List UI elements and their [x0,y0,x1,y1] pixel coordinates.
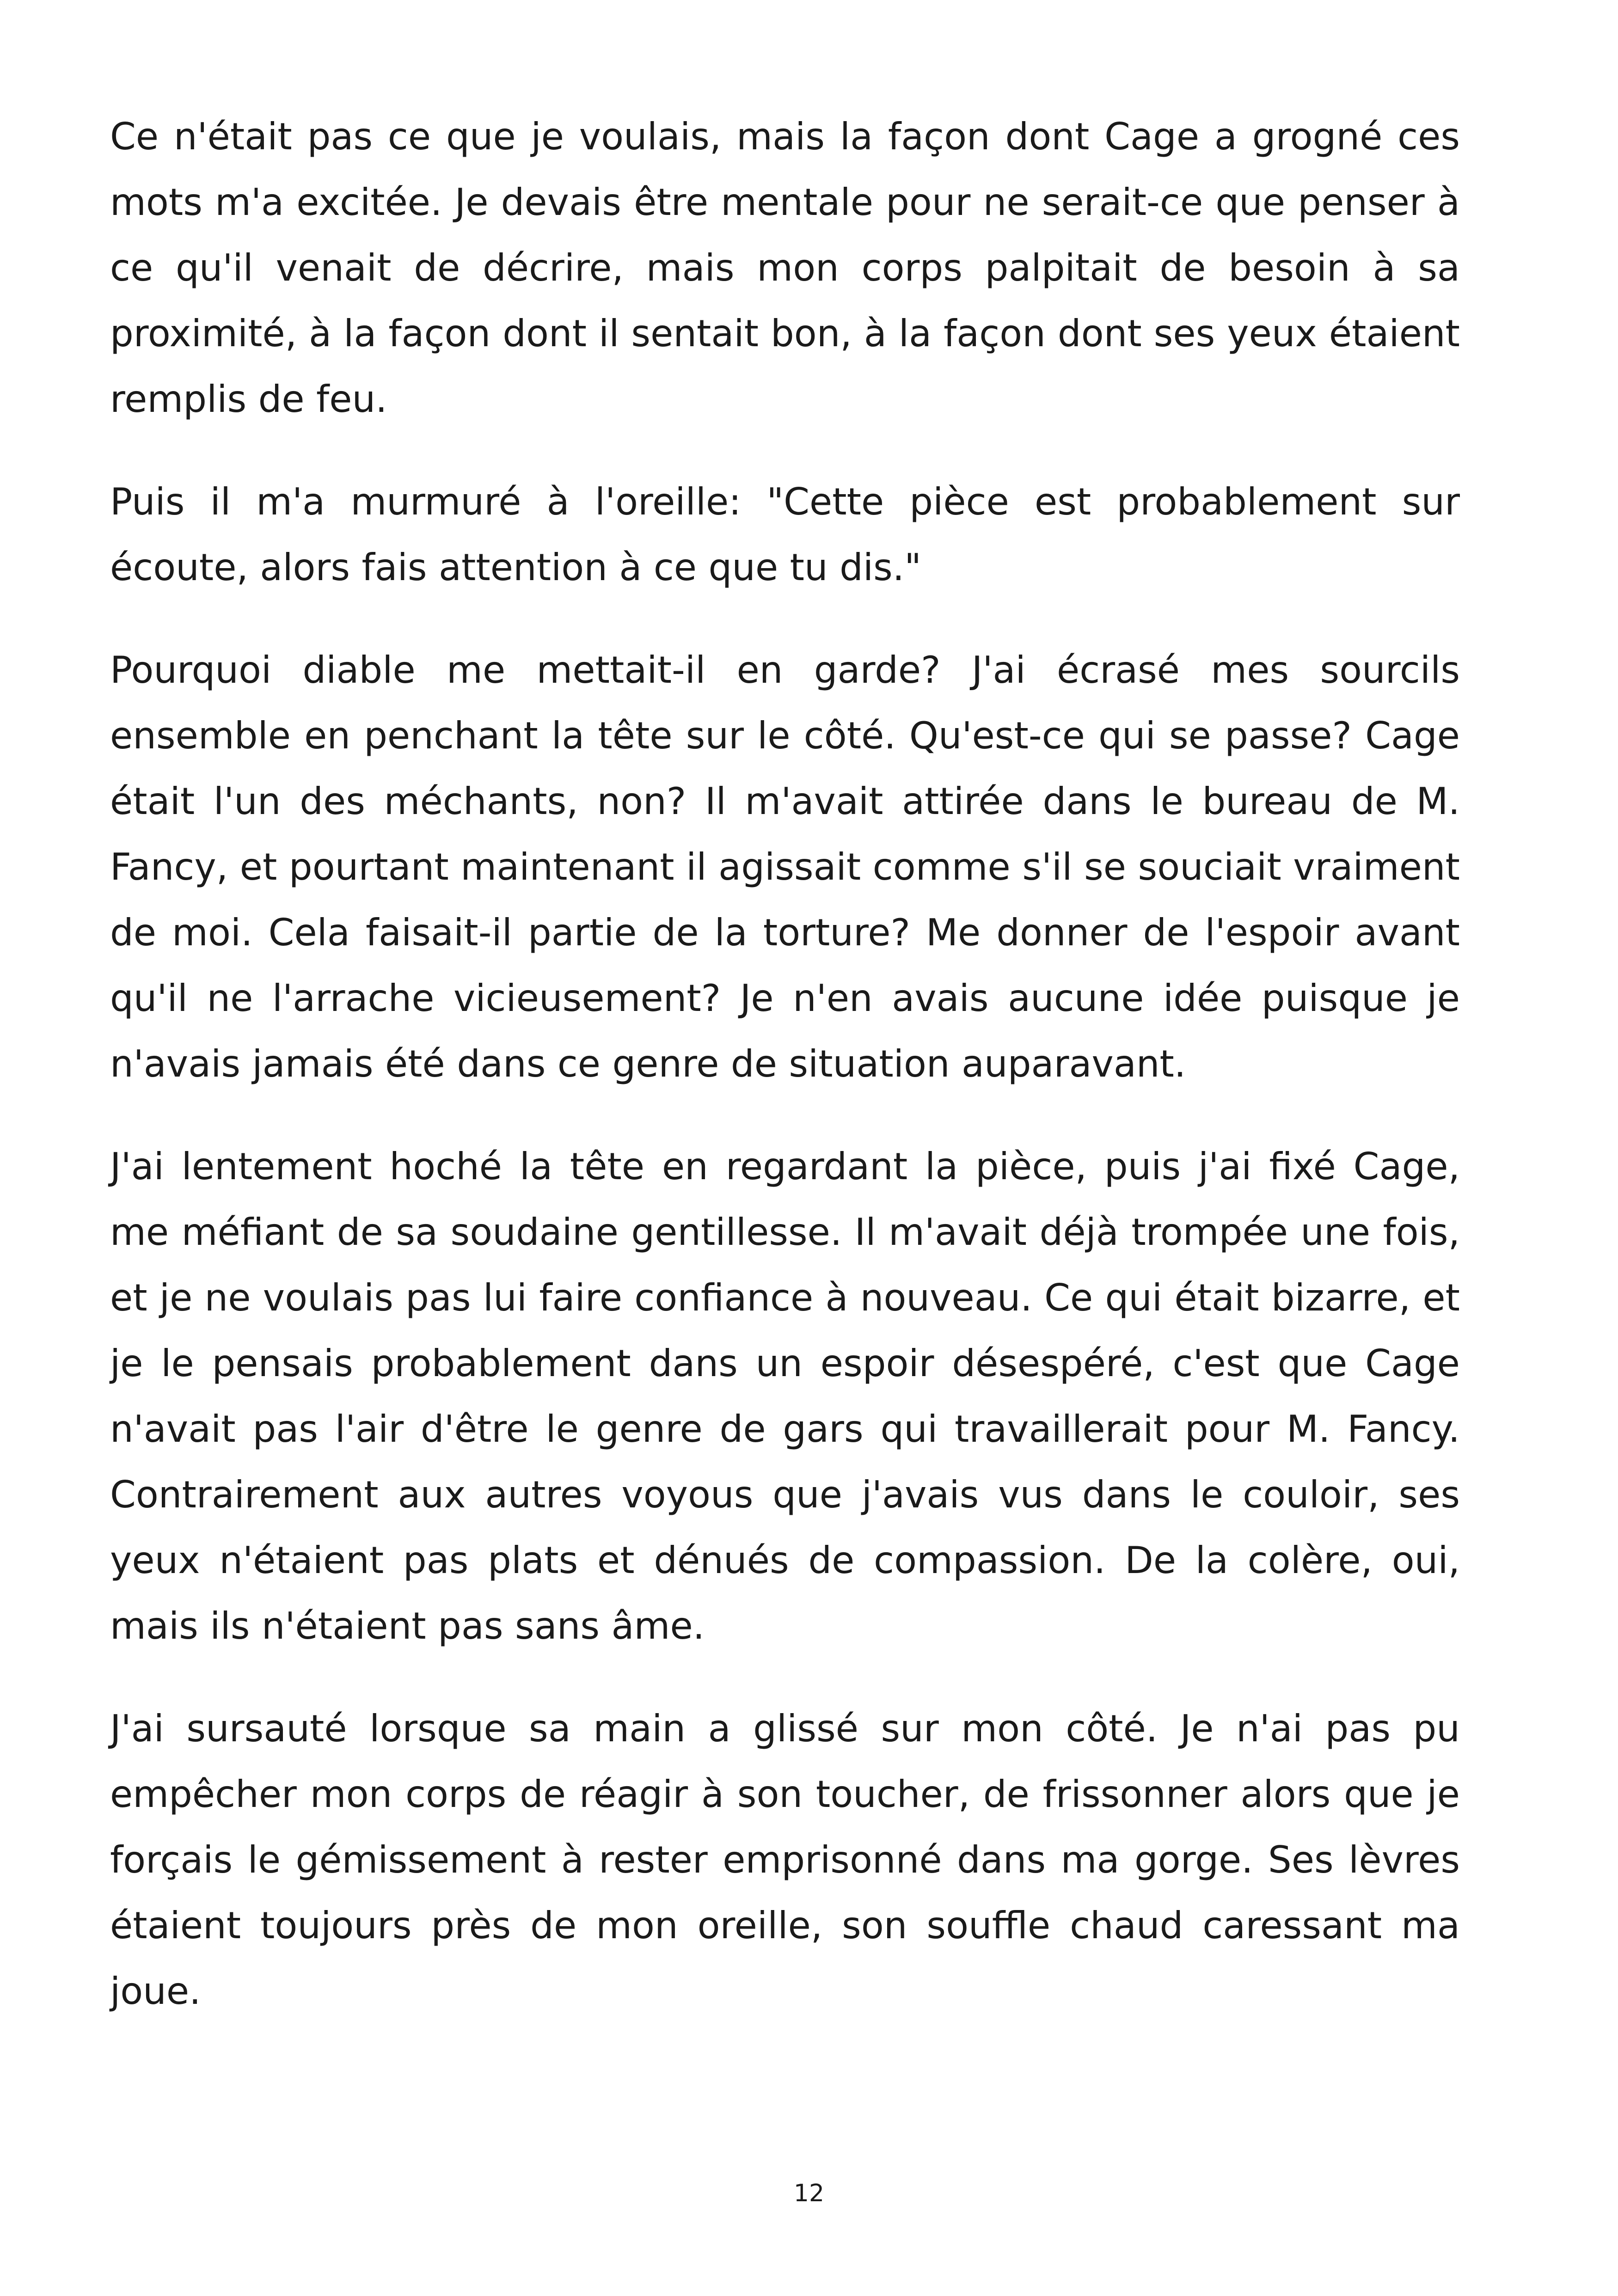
body-text [110,104,1460,2061]
paragraph: Pourquoi diable me mettait-il en garde? J'ai écrasé mes sourcils ensemble en penchant la tête sur le côté. Qu'est-ce qui se passe? Cage était l'un des méchants, non? Il m'avait attirée dans le bureau de M. Fancy, et pourtant maintenant il agissait comme s'il se souciait vraiment de moi. Cela faisait-il partie de la torture? Me donner de l'espoir avant qu'il ne l'arrache vicieusement? Je n'en avais aucune idée puisque je n'avais jamais été dans ce genre de situation auparavant. [110,649,1460,1085]
page-number: 12 [793,2180,825,2207]
paragraph: J'ai lentement hoché la tête en regardant la pièce, puis j'ai fixé Cage, me méfiant de sa soudaine gentillesse. Il m'avait déjà trompée une fois, et je ne voulais pas lui faire confiance à nouveau. Ce qui était bizarre, et je le pensais probablement dans un espoir désespéré, c'est que Cage n'avait pas l'air d'être le genre de gars qui travaillerait pour M. Fancy. Contrairement aux autres voyous que j'avais vus dans le couloir, ses yeux n'étaient pas plats et dénués de compassion. De la colère, oui, mais ils n'étaient pas sans âme. [110,1145,1460,1647]
paragraph: Ce n'était pas ce que je voulais, mais la façon dont Cage a grogné ces mots m'a excitée. Je devais être mentale pour ne serait-ce que penser à ce qu'il venait de décrire, mais mon corps palpitait de besoin à sa proximité, à la façon dont il sentait bon, à la façon dont ses yeux étaient remplis de feu. [110,115,1460,421]
paragraph: J'ai sursauté lorsque sa main a glissé sur mon côté. Je n'ai pas pu empêcher mon corps de réagir à son toucher, de frissonner alors que je forçais le gémissement à rester emprisonné dans ma gorge. Ses lèvres étaient toujours près de mon oreille, son souffle chaud caressant ma joue. [110,1707,1460,2013]
paragraph: Puis il m'a murmuré à l'oreille: "Cette pièce est probablement sur écoute, alors fais attention à ce que tu dis." [110,480,1460,589]
